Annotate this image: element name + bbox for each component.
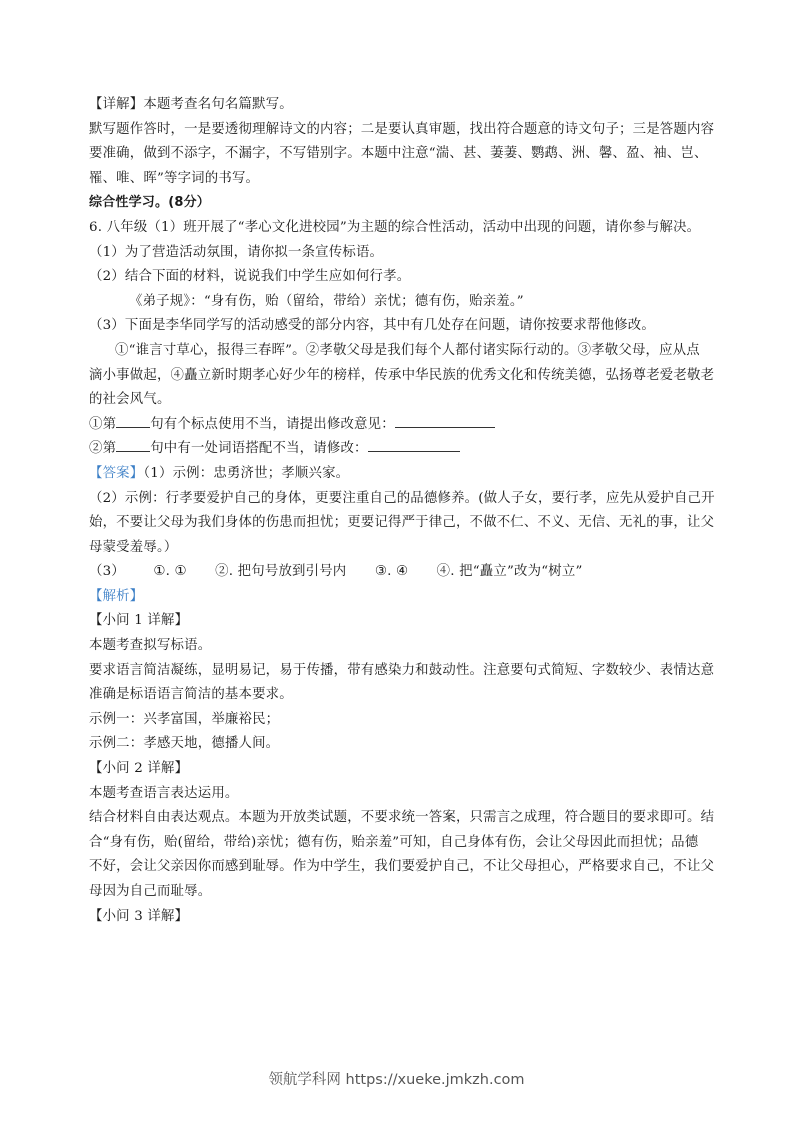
section-title: 综合性学习。(8分）: [89, 195, 210, 211]
footer-watermark: 领航学科网 https://xueke.jmkzh.com: [268, 1072, 525, 1088]
answer-3-item: ②. 把句号放到引号内: [215, 564, 347, 580]
sub2-line: 结合材料自由表达观点。本题为开放类试题，不要求统一答案，只需言之成理，符合题目的要求即可。结: [89, 810, 715, 826]
detail-label: 【详解】: [89, 97, 144, 112]
sub1-line: 要求语言简洁凝练，显明易记，易于传播，带有感染力和鼓动性。注意要句式简短、字数较少、表情达意: [89, 662, 715, 678]
paragraph-line: 罹、唯、晖”等字词的书写。: [89, 170, 260, 186]
blank-line: [395, 413, 495, 428]
blank-line: [368, 437, 460, 452]
answer-2-line: （2）示例：行孝要爱护自己的身体，更要注重自己的品德修养。(做人子女，要行孝，应先从爱护自己开: [89, 490, 715, 506]
fill2-text: 句中有一处词语搭配不当，请修改：: [150, 441, 368, 457]
sub1-line: 本题考查拟写标语。: [89, 638, 212, 654]
answer-3-item: ③. ④: [374, 564, 409, 580]
sub1-title: 【小问 1 详解】: [89, 613, 189, 629]
question-sub3: （3）下面是李华同学写的活动感受的部分内容，其中有几处存在问题，请你按要求帮他修改。: [89, 318, 655, 334]
answer-line-1: [89, 462, 711, 487]
answer-1: （1）示例：忠勇济世；孝顺兴家。: [143, 465, 350, 481]
sub1-line: 示例一：兴孝富国，举廉裕民；: [89, 711, 280, 727]
answer-2-line: 母蒙受羞辱。）: [89, 539, 178, 555]
answer-label: 【答案】: [89, 465, 144, 481]
sub1-line: 准确是标语语言简洁的基本要求。: [89, 687, 293, 703]
fill-blank-1: [89, 413, 711, 438]
answer-3-prefix: （3）: [89, 564, 125, 580]
question-sub2: （2）结合下面的材料，说说我们中学生应如何行孝。: [89, 269, 411, 285]
paragraph-line: 默写题作答时，一是要透彻理解诗文的内容；二是要认真审题，找出符合题意的诗文句子；三是答题内容: [89, 121, 715, 137]
sub1-line: 示例二：孝感天地，德播人间。: [89, 736, 280, 752]
passage-line: 滴小事做起，④矗立新时期孝心好少年的榜样，传承中华民族的优秀文化和传统美德，弘扬尊老爱老敬老: [89, 367, 715, 383]
answer-3-line: [89, 560, 711, 585]
blank-line: [116, 413, 150, 428]
sub2-title: 【小问 2 详解】: [89, 761, 189, 777]
sub2-line: 本题考查语言表达运用。: [89, 785, 239, 801]
answer-3-item: ④. 把“矗立”改为“树立”: [436, 564, 583, 580]
sub2-line: 合“身有伤，贻(留给，带给)亲忧；德有伤，贻亲羞”可知，自己身体有伤，会让父母因此而担忧；品德: [89, 834, 699, 850]
answer-3-item: ①. ①: [153, 564, 187, 580]
fill1-text: 句有个标点使用不当，请提出修改意见：: [150, 416, 395, 432]
question-sub1: （1）为了营造活动氛围，请你拟一条宣传标语。: [89, 244, 384, 260]
fill-blank-2: [89, 437, 711, 462]
passage-line: ①“谁言寸草心，报得三春晖”。②孝敬父母是我们每个人都付诸实际行动的。③孝敬父母，应从点: [115, 342, 700, 358]
fill1-prefix: ①第: [89, 416, 117, 432]
analysis-label: 【解析】: [89, 588, 144, 604]
detail-text: 本题考查名句名篇默写。: [143, 97, 293, 112]
question-stem: 6. 八年级（1）班开展了“孝心文化进校园”为主题的综合性活动，活动中出现的问题，请你参与解决。: [89, 219, 701, 235]
sub2-line: 母因为自己而耻辱。: [89, 884, 212, 899]
blank-line: [116, 437, 150, 452]
document-page: [89, 93, 715, 929]
passage-line: 的社会风气。: [89, 392, 171, 408]
paragraph-line: 要准确，做到不添字，不漏字，不写错别字。本题中注意“湍、甚、萋萋、鹦鹉、洲、馨、盈、袖、岂、: [89, 146, 708, 162]
detail-heading-line: [89, 93, 711, 118]
fill2-prefix: ②第: [89, 441, 117, 457]
sub3-title: 【小问 3 详解】: [89, 908, 189, 924]
quote-dizigui: 《弟子规》：“身有伤，贻（留给，带给）亲忧；德有伤，贻亲羞。”: [129, 293, 524, 309]
answer-2-line: 始，不要让父母为我们身体的伤患而担忧；更要记得严于律己，不做不仁、不义、无信、无礼的事，让父: [89, 515, 715, 531]
sub2-line: 不好，会让父亲因你而感到耻辱。作为中学生，我们要爱护自己，不让父母担心，严格要求自己，不让父: [89, 859, 715, 875]
